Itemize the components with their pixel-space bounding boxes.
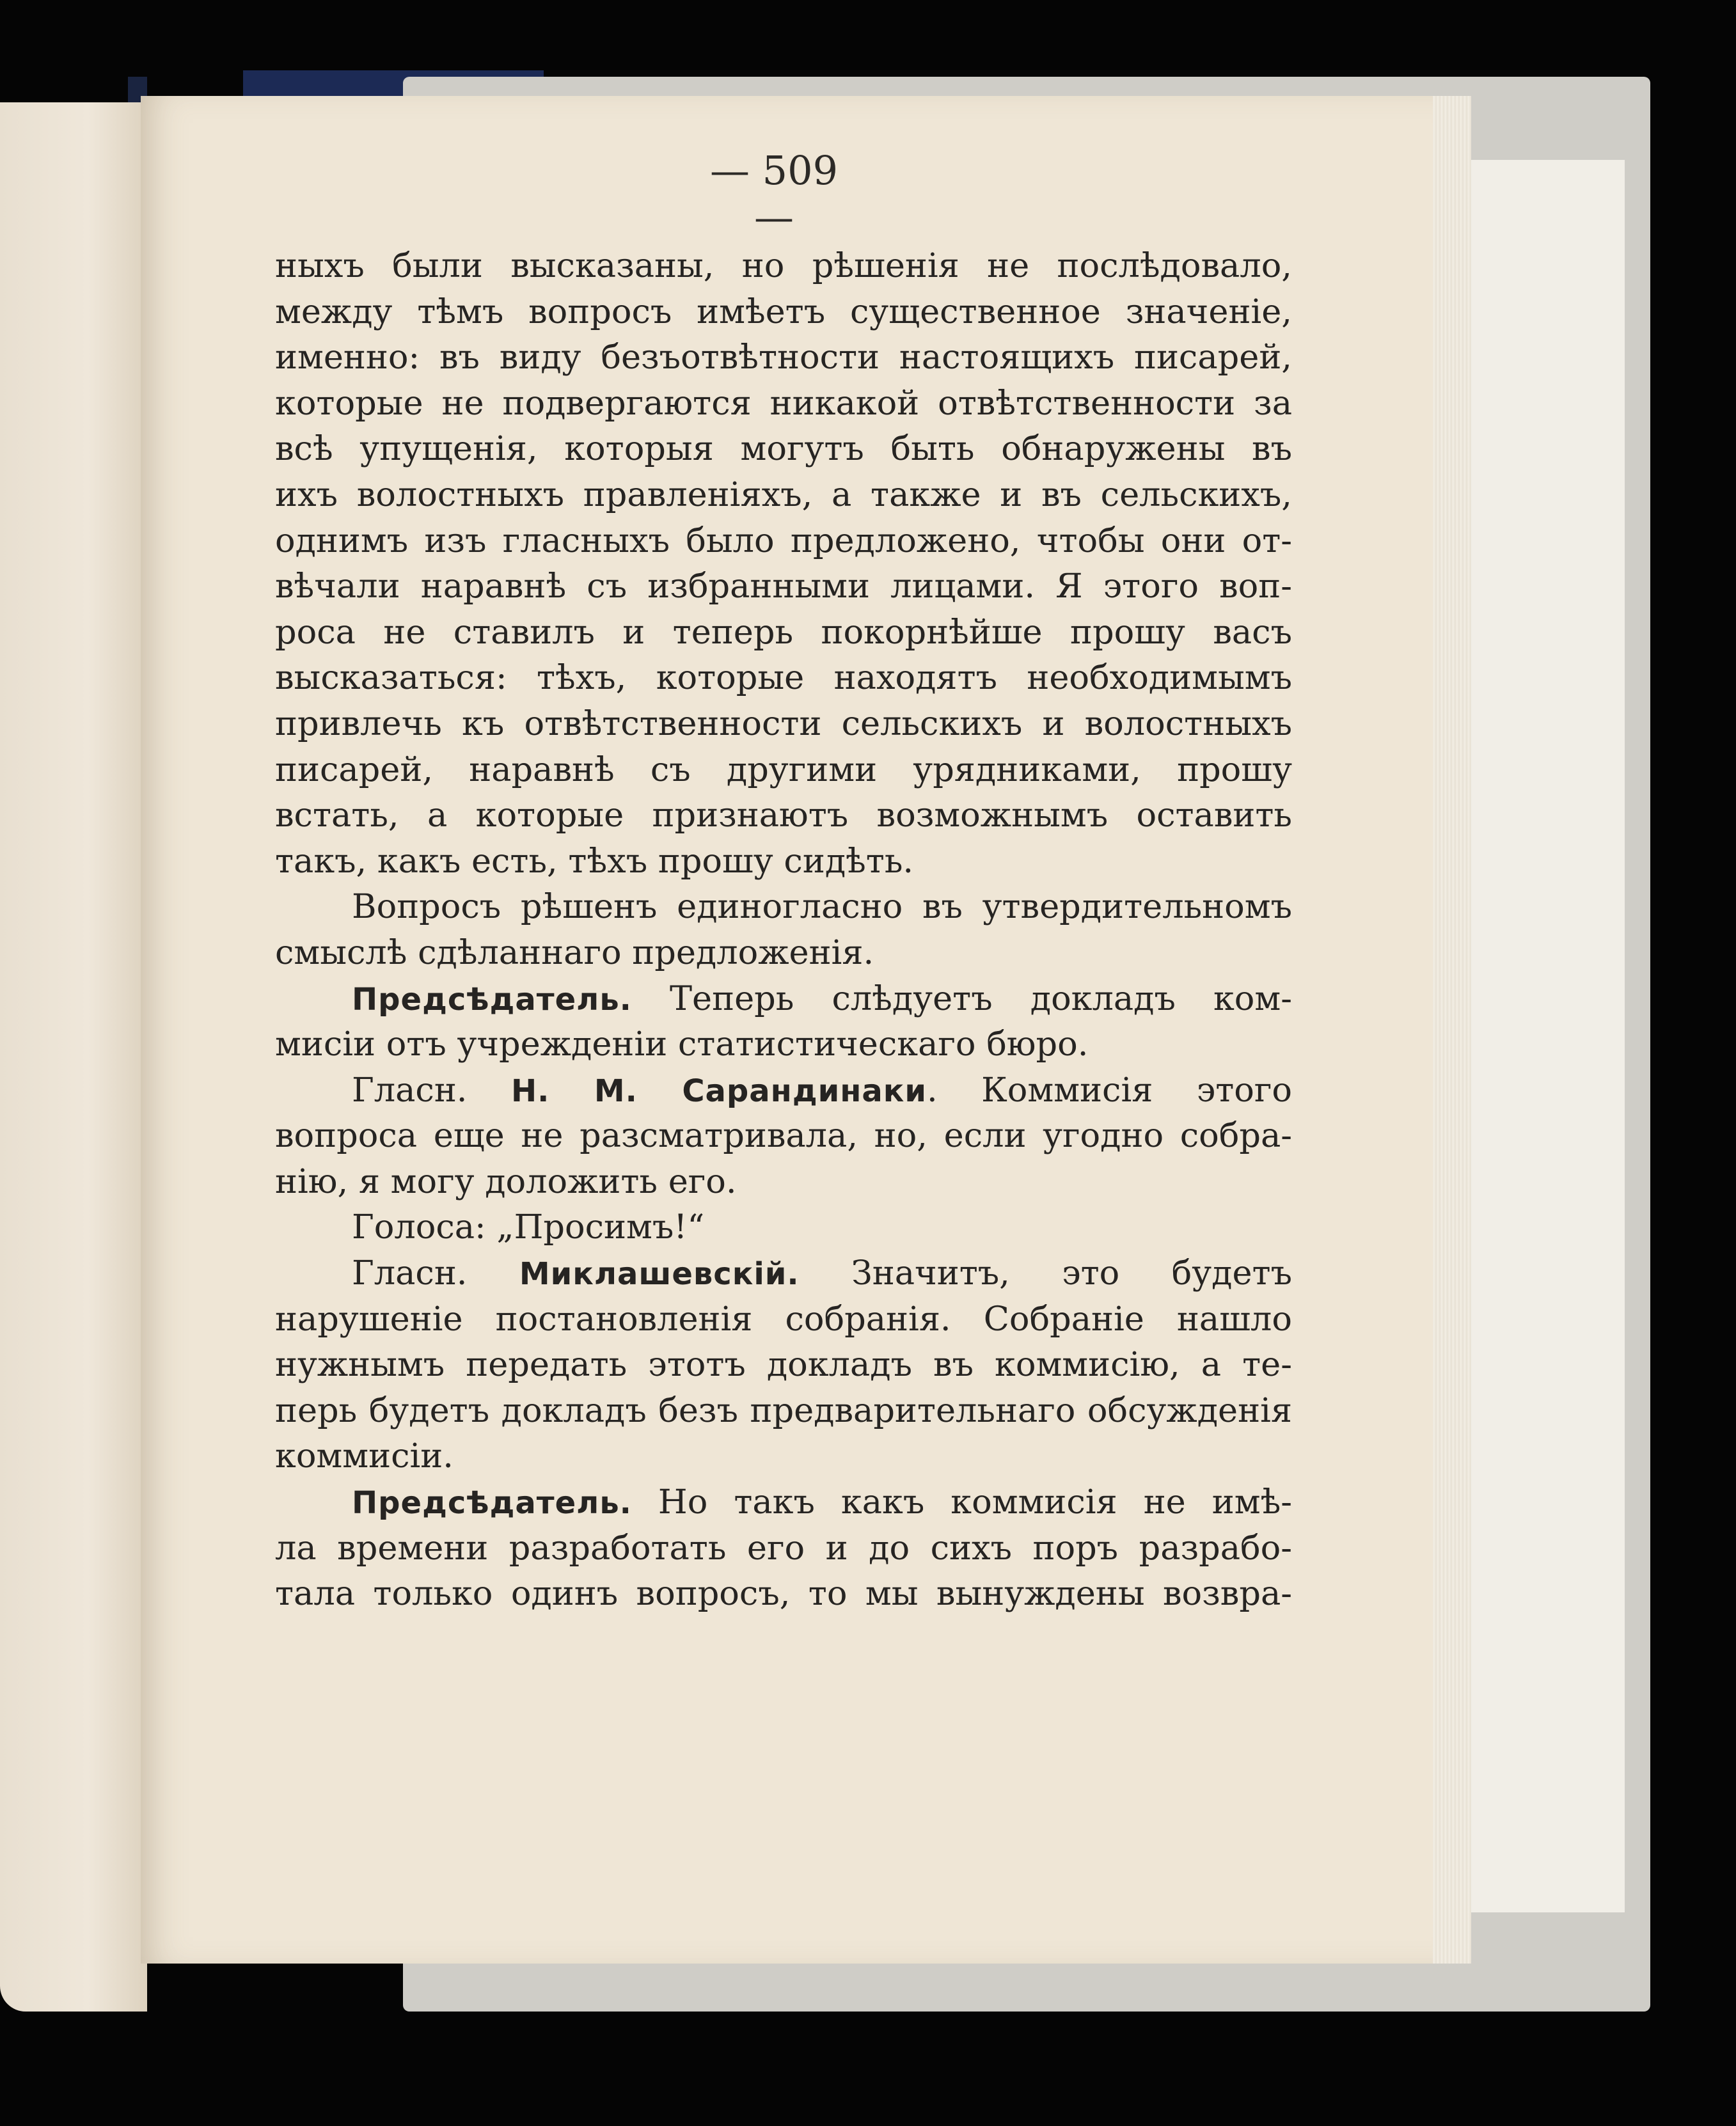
page-stack-edge [1426,96,1471,1964]
text-line: смыслѣ сдѣланнаго предложенія. [275,933,874,972]
text-line: нарушеніе постановленія собранія. Собраніе нашло [275,1299,1292,1339]
page-body-text [275,243,1292,1617]
text-line: коммисіи. [275,1437,454,1476]
text-line: мисіи отъ учрежденіи статистическаго бюро. [275,1025,1089,1064]
speaker-name: Предсѣдатель. [352,981,632,1018]
speaker-name: Предсѣдатель. [352,1485,632,1522]
text-line: между тѣмъ вопросъ имѣетъ существенное значеніе, [275,292,1292,331]
text-line: роса не ставилъ и теперь покорнѣйше прошу васъ [275,612,1292,652]
text-line: Вопросъ рѣшенъ единогласно въ утвердительномъ [352,887,1292,927]
text-line: такъ, какъ есть, тѣхъ прошу сидѣть. [275,841,914,881]
text-line: именно: въ виду безъотвѣтности настоящихъ писарей, [275,338,1292,377]
text-line: которые не подвергаются никакой отвѣтственности за [275,383,1292,423]
endpaper-sheet [1471,160,1625,1912]
text-line: Предсѣдатель. Теперь слѣдуетъ докладъ ком- [352,979,1292,1018]
text-line: ихъ волостныхъ правленіяхъ, а также и въ сельскихъ, [275,475,1292,514]
text-line: однимъ изъ гласныхъ было предложено, чтобы они от- [275,521,1292,560]
text-line: Предсѣдатель. Но такъ какъ коммисія не имѣ- [352,1483,1292,1522]
text-line: вѣчали наравнѣ съ избранными лицами. Я этого воп- [275,567,1292,606]
text-line: встать, а которые признаютъ возможнымъ оставить [275,796,1292,835]
page-number: — 509 — [709,147,839,240]
text-line: нію, я могу доложить его. [275,1161,737,1201]
text-line: ныхъ были высказаны, но рѣшенія не послѣдовало, [275,246,1292,285]
text-line: привлечь къ отвѣтственности сельскихъ и волостныхъ [275,704,1292,743]
text-line: Голоса: „Просимъ!“ [352,1208,705,1247]
text-line: ла времени разработать его и до сихъ поръ разрабо- [275,1528,1292,1568]
speaker-name: Миклашевскій. [519,1256,800,1293]
left-page [0,102,147,2012]
text-line: писарей, наравнѣ съ другими урядниками, прошу [275,750,1292,789]
text-line: вопроса еще не разсматривала, но, если угодно собра- [275,1116,1292,1156]
text-line: Гласн. Миклашевскій. Значитъ, это будетъ [352,1254,1293,1293]
text-line: тала только одинъ вопросъ, то мы вынуждены возвра- [275,1574,1292,1614]
text-line: высказаться: тѣхъ, которые находятъ необходимымъ [275,658,1292,698]
text-line: перь будетъ докладъ безъ предварительнаго обсужденія [275,1390,1292,1430]
speaker-name: Н. М. Сарандинаки [510,1073,927,1109]
text-line: Гласн. Н. М. Сарандинаки. Коммисія этого [352,1070,1292,1110]
text-line: нужнымъ передать этотъ докладъ въ коммисію, а те- [275,1345,1292,1385]
text-line: всѣ упущенія, которыя могутъ быть обнаружены въ [275,429,1292,469]
